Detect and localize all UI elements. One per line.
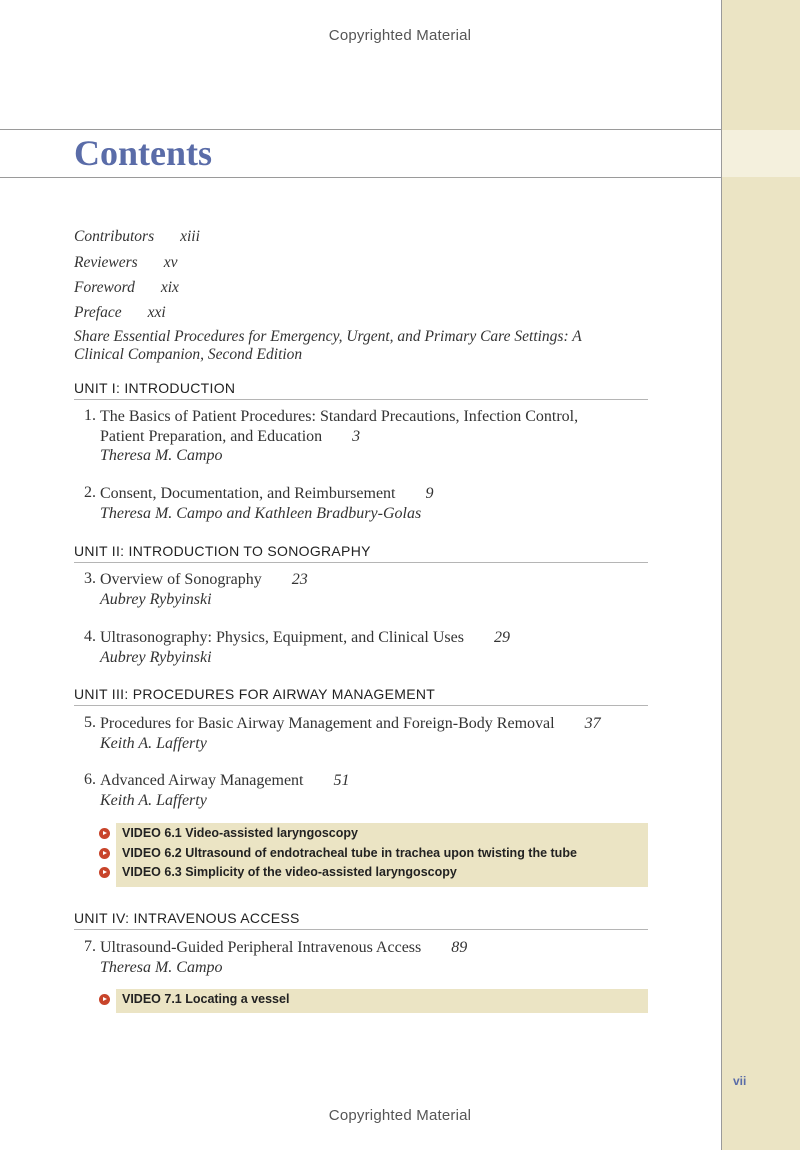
toc-chapter-3[interactable] [74, 570, 634, 609]
chapter-number: 3. [84, 570, 96, 587]
toc-entry-page: xiii [180, 228, 200, 245]
toc-entry-foreword[interactable] [74, 279, 634, 297]
unit-heading: UNIT IV: INTRAVENOUS ACCESS [74, 910, 648, 930]
chapter-title: Consent, Documentation, and Reimbursement [100, 485, 396, 502]
toc-chapter-6[interactable] [74, 771, 634, 810]
chapter-page: 89 [451, 939, 468, 956]
chapter-number: 5. [84, 714, 96, 731]
chapter-title: Overview of Sonography [100, 571, 262, 588]
toc-entry-label: Preface [74, 304, 122, 321]
page-title: Contents [74, 133, 213, 173]
title-rule-bottom [0, 177, 721, 178]
page-number: vii [733, 1074, 747, 1088]
toc-entry-reviewers[interactable] [74, 254, 634, 272]
play-icon [99, 994, 110, 1005]
chapter-page: 9 [425, 485, 434, 502]
unit-heading: UNIT II: INTRODUCTION TO SONOGRAPHY [74, 543, 648, 563]
video-label: VIDEO 6.3 Simplicity of the video-assisted laryngoscopy [122, 865, 457, 879]
play-icon [99, 867, 110, 878]
chapter-number: 1. [84, 407, 96, 424]
chapter-author: Theresa M. Campo [100, 958, 223, 976]
chapter-author: Theresa M. Campo and Kathleen Bradbury-Golas [100, 504, 422, 522]
chapter-author: Keith A. Lafferty [100, 791, 207, 809]
chapter-number: 6. [84, 771, 96, 788]
chapter-title: Advanced Airway Management [100, 772, 304, 789]
toc-chapter-5[interactable] [74, 714, 634, 753]
chapter-author: Aubrey Rybyinski [100, 590, 212, 608]
page-edge-tab-highlight [722, 130, 800, 177]
chapter-title-line2: Patient Preparation, and Education [100, 427, 323, 445]
toc-chapter-2[interactable] [74, 484, 634, 523]
play-icon [99, 828, 110, 839]
toc-chapter-4[interactable] [74, 628, 634, 667]
unit-heading: UNIT III: PROCEDURES FOR AIRWAY MANAGEMENT [74, 686, 648, 706]
video-link[interactable] [116, 990, 648, 1010]
video-list-ch6 [116, 823, 648, 887]
chapter-page: 3 [352, 427, 361, 445]
unit-heading: UNIT I: INTRODUCTION [74, 380, 648, 400]
video-link[interactable] [116, 863, 648, 883]
toc-entry-label: Foreword [74, 279, 135, 296]
toc-entry-label-line2: Clinical Companion, Second Edition [74, 346, 303, 363]
chapter-page: 23 [291, 571, 308, 588]
toc-entry-label-line1: Share Essential Procedures for Emergency, Urgent, and Primary Care Settings: A [74, 328, 582, 345]
title-rule-top [0, 129, 721, 130]
toc-entry-contributors[interactable] [74, 228, 634, 246]
video-link[interactable] [116, 824, 648, 844]
video-list-ch7 [116, 989, 648, 1013]
toc-entry-share[interactable] [74, 328, 634, 364]
chapter-page: 51 [333, 772, 350, 789]
chapter-number: 2. [84, 484, 96, 501]
toc-chapter-7[interactable] [74, 938, 634, 977]
chapter-number: 7. [84, 938, 96, 955]
play-icon [99, 848, 110, 859]
chapter-author: Theresa M. Campo [100, 447, 223, 464]
chapter-title: Ultrasound-Guided Peripheral Intravenous Access [100, 939, 422, 956]
copyright-header: Copyrighted Material [328, 27, 472, 44]
chapter-page: 29 [493, 629, 510, 646]
toc-entry-page: xxi [147, 304, 166, 321]
chapter-number: 4. [84, 628, 96, 645]
toc-entry-label: Reviewers [74, 254, 138, 271]
copyright-footer: Copyrighted Material [328, 1107, 472, 1124]
toc-entry-label: Contributors [74, 228, 155, 245]
chapter-title: Ultrasonography: Physics, Equipment, and Clinical Uses [100, 629, 464, 646]
video-label: VIDEO 6.1 Video-assisted laryngoscopy [122, 826, 358, 840]
toc-entry-page: xix [160, 279, 179, 296]
video-link[interactable] [116, 844, 648, 864]
chapter-title-line1: The Basics of Patient Procedures: Standard Precautions, Infection Control, [100, 408, 579, 425]
chapter-author: Aubrey Rybyinski [100, 648, 212, 666]
video-label: VIDEO 6.2 Ultrasound of endotracheal tube in trachea upon twisting the tube [122, 845, 577, 860]
toc-entry-page: xv [163, 254, 178, 271]
toc-chapter-1[interactable] [74, 407, 634, 466]
chapter-page: 37 [584, 715, 601, 732]
video-label: VIDEO 7.1 Locating a vessel [122, 992, 290, 1006]
toc-entry-preface[interactable] [74, 304, 634, 322]
chapter-title: Procedures for Basic Airway Management and Foreign-Body Removal [100, 715, 555, 732]
chapter-author: Keith A. Lafferty [100, 734, 207, 752]
